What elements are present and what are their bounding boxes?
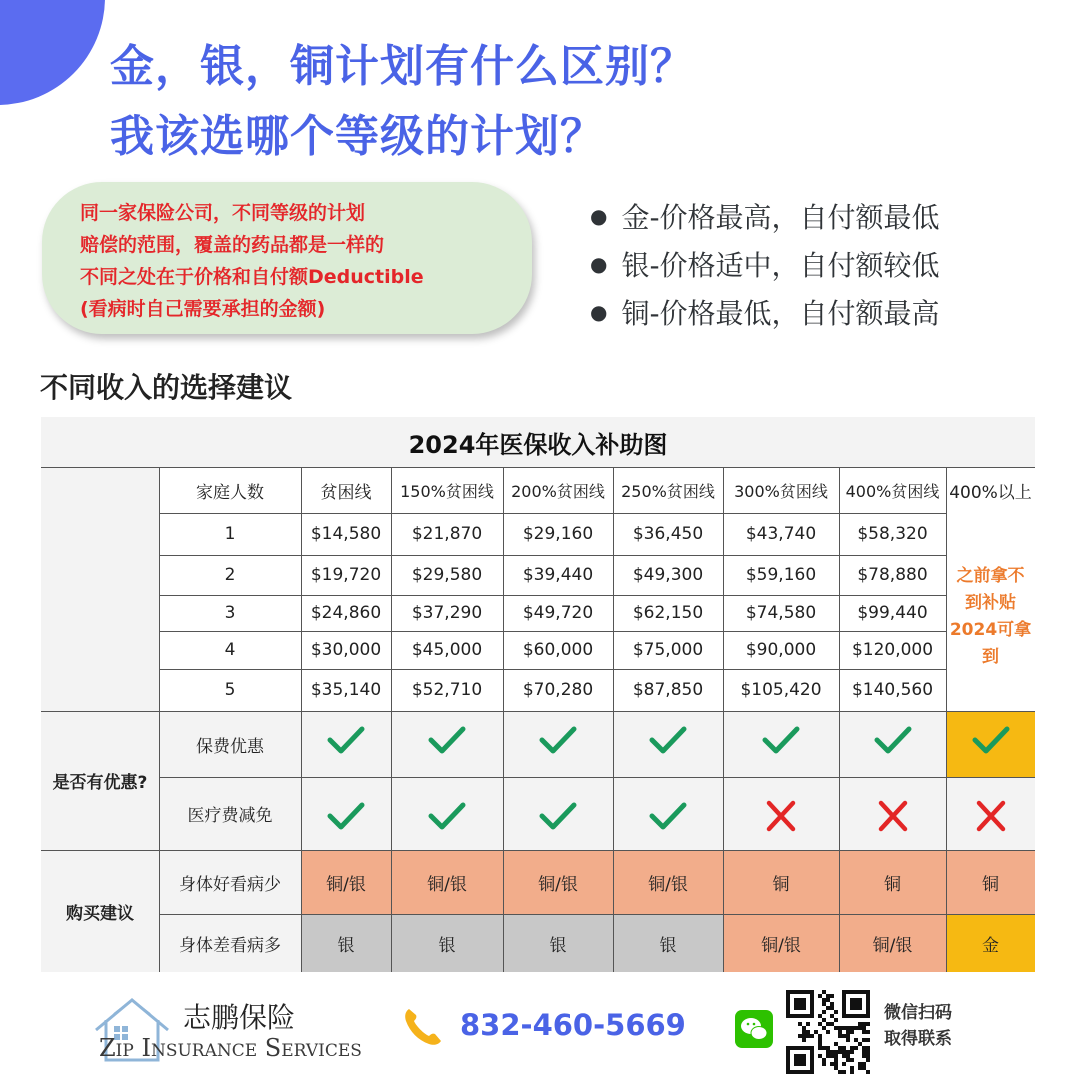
table-title: 2024年医保收入补助图 [408, 431, 668, 459]
grid-line [159, 669, 946, 670]
discount-group-label: 是否有优惠? [52, 773, 148, 793]
advice-cell: 银 [613, 914, 723, 972]
income-cell: $58,320 [839, 513, 946, 555]
brand-name-en: Zip Insurance Services [99, 1034, 362, 1062]
advice-group-label: 购买建议 [66, 903, 134, 924]
corner-decoration [0, 0, 105, 105]
bullet-bronze: ● 铜-价格最低，自付额最高 [590, 288, 940, 336]
income-cell: $70,280 [503, 669, 613, 711]
cross-icon [971, 799, 1011, 833]
grid-line [41, 467, 1035, 468]
household-size-cell: 2 [159, 555, 301, 595]
grid-line [613, 467, 614, 972]
advice-cell: 银 [301, 914, 391, 972]
medical-discount-label: 医疗费减免 [187, 806, 273, 826]
subsidy-table [41, 417, 1035, 972]
income-cell: $120,000 [839, 631, 946, 669]
income-cell: $24,860 [301, 595, 391, 631]
note-line: 同一家保险公司，不同等级的计划 [80, 202, 366, 224]
income-cell: $14,580 [301, 513, 391, 555]
above-400-note-line: 到补贴 [965, 593, 1016, 613]
note-line: 不同之处在于价格和自付额Deductible [80, 266, 424, 288]
above-400-note-line: 到 [982, 647, 999, 667]
column-header: 250%贫困线 [613, 467, 723, 513]
check-icon [326, 799, 366, 833]
income-cell: $140,560 [839, 669, 946, 711]
grid-line [301, 467, 302, 972]
advice-cell: 金 [946, 914, 1035, 972]
check-icon [648, 723, 688, 757]
income-cell: $62,150 [613, 595, 723, 631]
cross-icon [761, 799, 801, 833]
grid-line [159, 777, 1035, 778]
income-cell: $35,140 [301, 669, 391, 711]
income-cell: $21,870 [391, 513, 503, 555]
grid-line [159, 631, 946, 632]
check-icon [873, 723, 913, 757]
grid-line [159, 467, 160, 972]
income-cell: $49,720 [503, 595, 613, 631]
column-header: 400%以上 [946, 467, 1035, 513]
income-cell: $37,290 [391, 595, 503, 631]
grid-line [41, 850, 1035, 851]
above-400-note-line: 之前拿不 [956, 566, 1025, 586]
advice-cell: 铜/银 [723, 914, 839, 972]
income-cell: $19,720 [301, 555, 391, 595]
page-title-line2: 我该选哪个等级的计划？ [110, 111, 605, 162]
income-cell: $75,000 [613, 631, 723, 669]
advice-cell: 铜/银 [613, 850, 723, 914]
grid-line [503, 467, 504, 972]
grid-line [839, 467, 840, 972]
check-icon [427, 723, 467, 757]
check-icon [538, 799, 578, 833]
bullet-text: 银-价格适中，自付额较低 [621, 249, 940, 282]
page-title-line1: 金，银，铜计划有什么区别？ [110, 41, 695, 92]
wechat-icon [735, 1010, 773, 1048]
income-cell: $45,000 [391, 631, 503, 669]
advice-cell: 铜/银 [301, 850, 391, 914]
note-line: 赔偿的范围，覆盖的药品都是一样的 [80, 234, 385, 256]
grid-line [723, 467, 724, 972]
check-icon [538, 723, 578, 757]
advice-cell: 银 [391, 914, 503, 972]
bullet-text: 金-价格最高，自付额最低 [621, 201, 940, 234]
above-400-note-line: 2024可拿 [949, 620, 1032, 640]
check-icon [761, 723, 801, 757]
household-size-cell: 4 [159, 631, 301, 669]
income-cell: $52,710 [391, 669, 503, 711]
income-cell: $30,000 [301, 631, 391, 669]
bullet-text: 铜-价格最低，自付额最高 [621, 297, 940, 330]
tier-bullet-list [590, 192, 940, 336]
household-size-cell: 5 [159, 669, 301, 711]
bullet-silver: ● 银-价格适中，自付额较低 [590, 240, 940, 288]
wechat-contact-label: 取得联系 [884, 1029, 952, 1049]
healthy-row-label: 身体好看病少 [179, 874, 281, 895]
grid-line [159, 595, 946, 596]
income-cell: $78,880 [839, 555, 946, 595]
grid-line [159, 513, 946, 514]
income-cell: $29,580 [391, 555, 503, 595]
cross-icon [873, 799, 913, 833]
grid-line [41, 711, 1035, 712]
income-cell: $87,850 [613, 669, 723, 711]
income-cell: $74,580 [723, 595, 839, 631]
income-cell: $59,160 [723, 555, 839, 595]
check-icon [326, 723, 366, 757]
check-icon [971, 723, 1011, 757]
income-cell: $49,300 [613, 555, 723, 595]
column-header: 300%贫困线 [723, 467, 839, 513]
advice-cell: 银 [503, 914, 613, 972]
grid-line [159, 555, 946, 556]
phone-icon [400, 1004, 446, 1050]
income-cell: $43,740 [723, 513, 839, 555]
advice-cell: 铜/银 [503, 850, 613, 914]
advice-cell: 铜 [946, 850, 1035, 914]
bullet-gold: ● 金-价格最高，自付额最低 [590, 192, 940, 240]
column-header: 400%贫困线 [839, 467, 946, 513]
household-size-cell: 1 [159, 513, 301, 555]
income-cell: $39,440 [503, 555, 613, 595]
check-icon [648, 799, 688, 833]
household-size-cell: 3 [159, 595, 301, 631]
income-cell: $36,450 [613, 513, 723, 555]
qr-code-icon[interactable] [786, 990, 870, 1074]
grid-line [946, 467, 947, 972]
sick-row-label: 身体差看病多 [179, 935, 281, 956]
phone-number[interactable]: 832-460-5669 [460, 1008, 686, 1042]
premium-discount-label: 保费优惠 [196, 736, 264, 757]
advice-cell: 铜/银 [839, 914, 946, 972]
brand-name-cn: 志鹏保险 [183, 1001, 296, 1034]
above-400-note [946, 563, 1035, 671]
column-header: 200%贫困线 [503, 467, 613, 513]
grid-line [391, 467, 392, 972]
advice-cell: 铜 [839, 850, 946, 914]
section-title: 不同收入的选择建议 [40, 371, 293, 404]
grid-line [159, 914, 1035, 915]
column-header: 贫困线 [301, 467, 391, 513]
column-header: 150%贫困线 [391, 467, 503, 513]
advice-cell: 铜 [723, 850, 839, 914]
wechat-scan-label: 微信扫码 [884, 1003, 952, 1023]
income-cell: $105,420 [723, 669, 839, 711]
income-cell: $90,000 [723, 631, 839, 669]
check-icon [427, 799, 467, 833]
note-bubble [42, 182, 532, 334]
income-cell: $60,000 [503, 631, 613, 669]
household-size-header: 家庭人数 [159, 467, 301, 513]
note-line: (看病时自己需要承担的金额) [80, 298, 326, 320]
advice-cell: 铜/银 [391, 850, 503, 914]
income-cell: $99,440 [839, 595, 946, 631]
income-cell: $29,160 [503, 513, 613, 555]
